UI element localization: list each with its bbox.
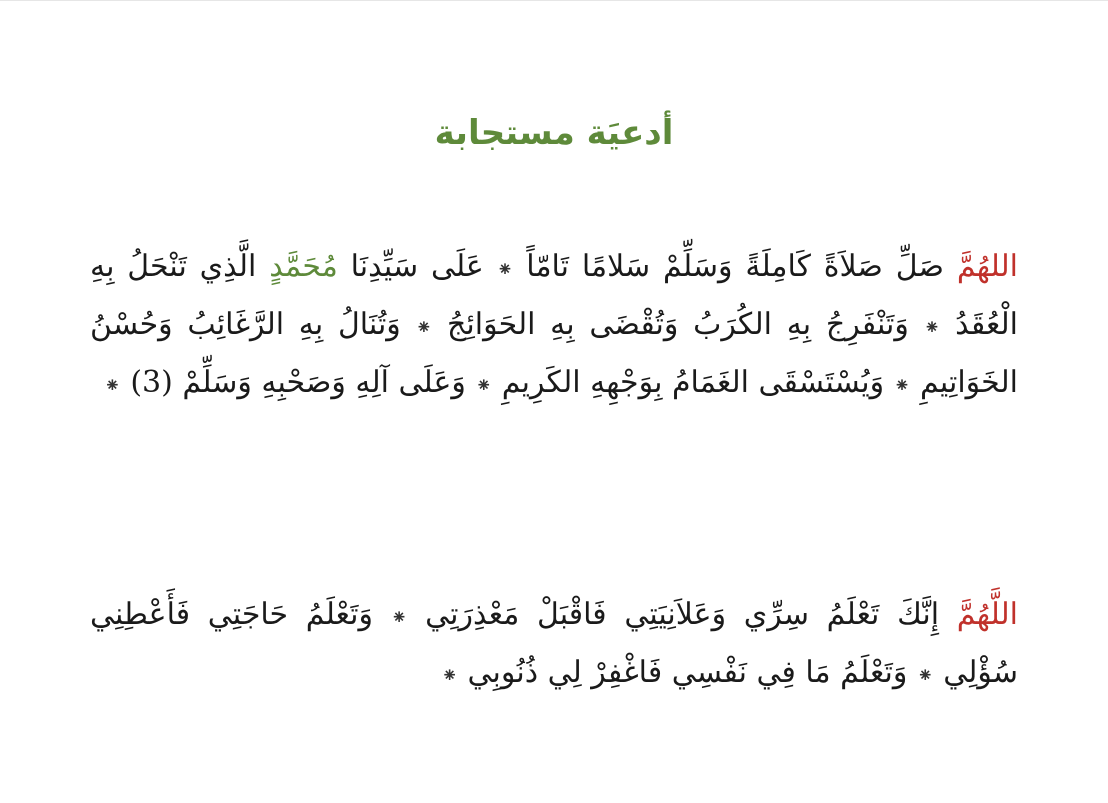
prayer-text: وَيُسْتَسْقَى الغَمَامُ بِوَجْهِهِ الكَرِيمِ (492, 365, 894, 400)
separator-star: ⁕ (916, 663, 934, 687)
separator-star: ⁕ (415, 315, 433, 339)
separator-star: ⁕ (475, 373, 493, 397)
prayer-text: الَّذِي تَنْحَلُ بِهِ الْعُقَدُ (90, 249, 1018, 342)
separator-star: ⁕ (496, 257, 514, 281)
separator-star: ⁕ (104, 373, 121, 397)
invocation-allahumma: اللَّهُمَّ (956, 597, 1018, 632)
separator-star: ⁕ (390, 605, 408, 629)
prayer-text: وَتَنْفَرِجُ بِهِ الكُرَبُ وَتُقْضَى بِهِ الحَوَائِجُ (432, 307, 924, 342)
prayer-text: إِنَّكَ تَعْلَمُ سِرِّي وَعَلاَنِيَتِي فَاقْبَلْ مَعْذِرَتِي (407, 597, 957, 632)
prayer-text: صَلِّ صَلاَةً كَامِلَةً وَسَلِّمْ سَلامًا تَامّاً (513, 249, 957, 284)
separator-star: ⁕ (893, 373, 911, 397)
prayer-text: وَتَعْلَمُ حَاجَتِي فَأَعْطِنِي سُؤْلِي (90, 597, 1018, 690)
prayer-paragraph-1 (90, 239, 1018, 413)
separator-star: ⁕ (441, 663, 458, 687)
prayer-text: عَلَى سَيِّدِنَا (337, 249, 497, 284)
page-title: أدعيَة مستجابة (434, 113, 674, 153)
separator-star: ⁕ (923, 315, 941, 339)
prayer-paragraph-2 (90, 587, 1018, 703)
prayer-text: وَتَعْلَمُ مَا فِي نَفْسِي فَاغْفِرْ لِي ذُنُوبِي (457, 655, 917, 690)
prayer-text: وَعَلَى آلِهِ وَصَحْبِهِ وَسَلِّمْ (3) (120, 365, 476, 400)
prayer-text: وَتُنَالُ بِهِ الرَّغَائِبُ وَحُسْنُ الخَوَاتِيمِ (90, 307, 1018, 400)
invocation-allahumma: اللهُمَّ (956, 249, 1019, 284)
prophet-name: مُحَمَّدٍ (269, 249, 338, 284)
